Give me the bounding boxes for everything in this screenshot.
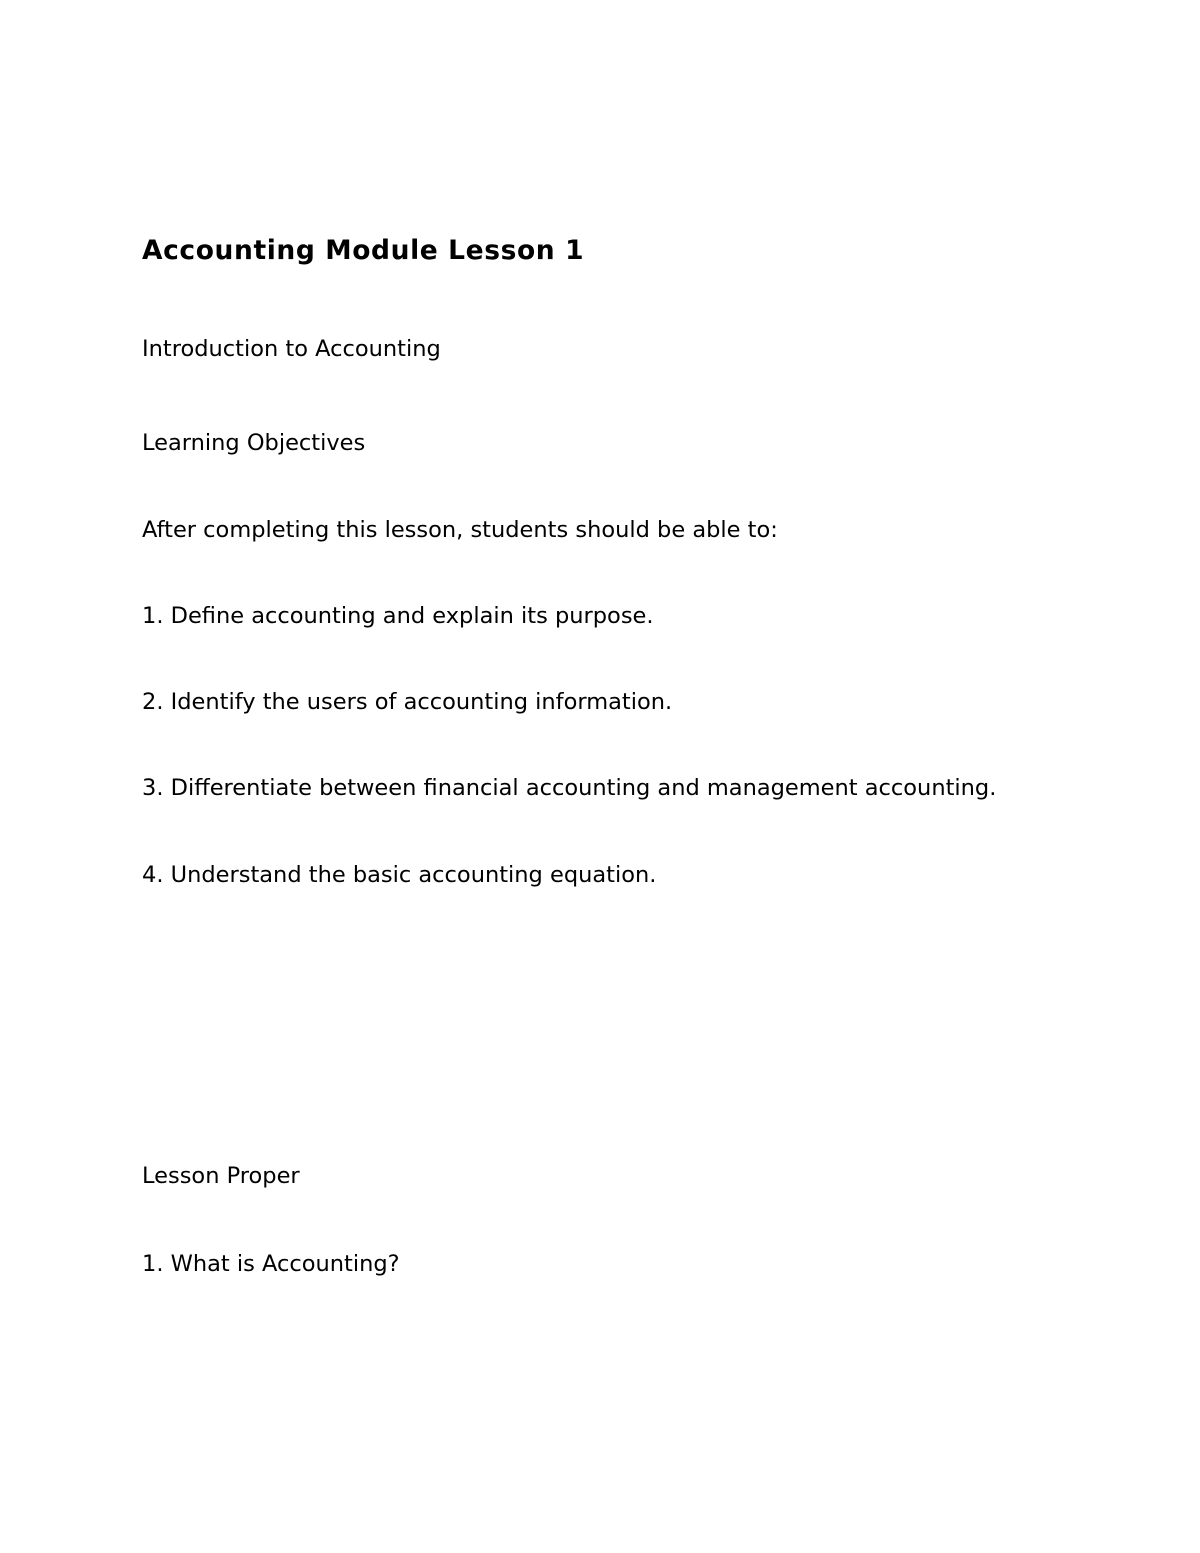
objective-item: 4. Understand the basic accounting equation. <box>142 862 657 888</box>
lesson-item: 1. What is Accounting? <box>142 1251 400 1277</box>
objective-item: 3. Differentiate between financial accounting and management accounting. <box>142 775 997 801</box>
objective-item: 1. Define accounting and explain its purpose. <box>142 603 654 629</box>
objectives-intro-text: After completing this lesson, students should be able to: <box>142 517 778 543</box>
lesson-subtitle: Introduction to Accounting <box>142 336 441 362</box>
lesson-proper-heading: Lesson Proper <box>142 1163 300 1189</box>
objective-item: 2. Identify the users of accounting information. <box>142 689 673 715</box>
learning-objectives-heading: Learning Objectives <box>142 430 366 456</box>
document-title: Accounting Module Lesson 1 <box>142 235 585 266</box>
